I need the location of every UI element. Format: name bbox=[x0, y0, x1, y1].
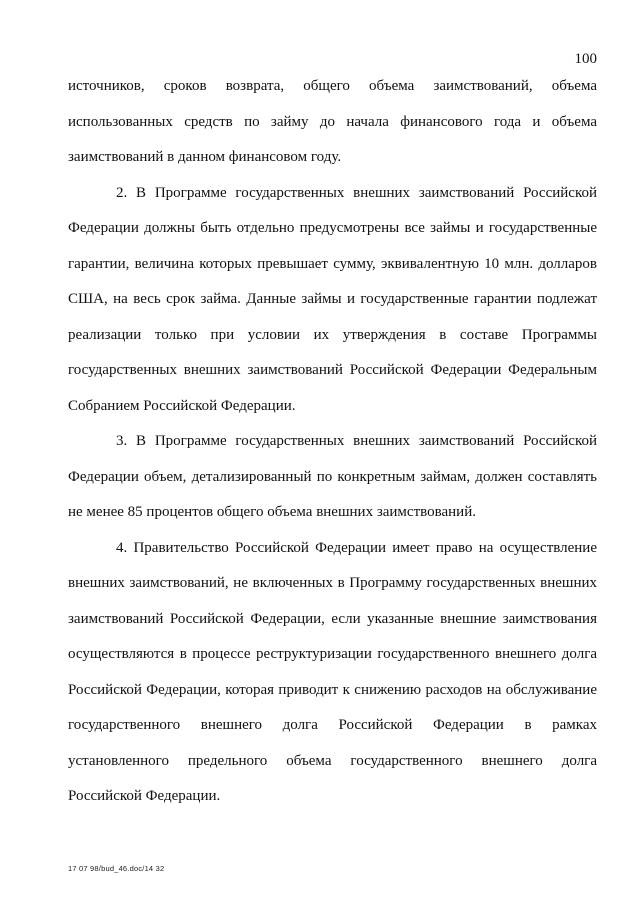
page-number: 100 bbox=[574, 51, 597, 67]
paragraph-item-2: 2. В Программе государственных внешних заимствований Российской Федерации должны быть отдельно предусмотрены все займы и государственные гарантии, величина которых превышает сумму, эквивалентную 10 млн. долларов США, на весь срок займа. Данные займы и государственные гарантии подлежат реализации только при условии их утверждения в составе Программы государственных внешних заимствований Российской Федерации Федеральным Собранием Российской Федерации. bbox=[68, 184, 597, 414]
document-body bbox=[68, 69, 597, 815]
paragraph-continuation: источников, сроков возврата, общего объема заимствований, объема использованных средств по займу до начала финансового года и объема заимствований в данном финансовом году. bbox=[68, 78, 597, 165]
paragraph-item-3: 3. В Программе государственных внешних заимствований Российской Федерации объем, детализированный по конкретным займам, должен составлять не менее 85 процентов общего объема внешних заимствований. bbox=[68, 433, 597, 520]
paragraph-item-4: 4. Правительство Российской Федерации имеет право на осуществление внешних заимствований, не включенных в Программу государственных внешних заимствований Российской Федерации, если указанные внешние заимствования осуществляются в процессе реструктуризации государственного внешнего долга Российской Федерации, которая приводит к снижению расходов на обслуживание государственного внешнего долга Российской Федерации в рамках установленного предельного объема государственного внешнего долга Российской Федерации. bbox=[68, 539, 597, 804]
footer-file-reference: 17 07 98/bud_46.doc/14 32 bbox=[68, 864, 165, 873]
